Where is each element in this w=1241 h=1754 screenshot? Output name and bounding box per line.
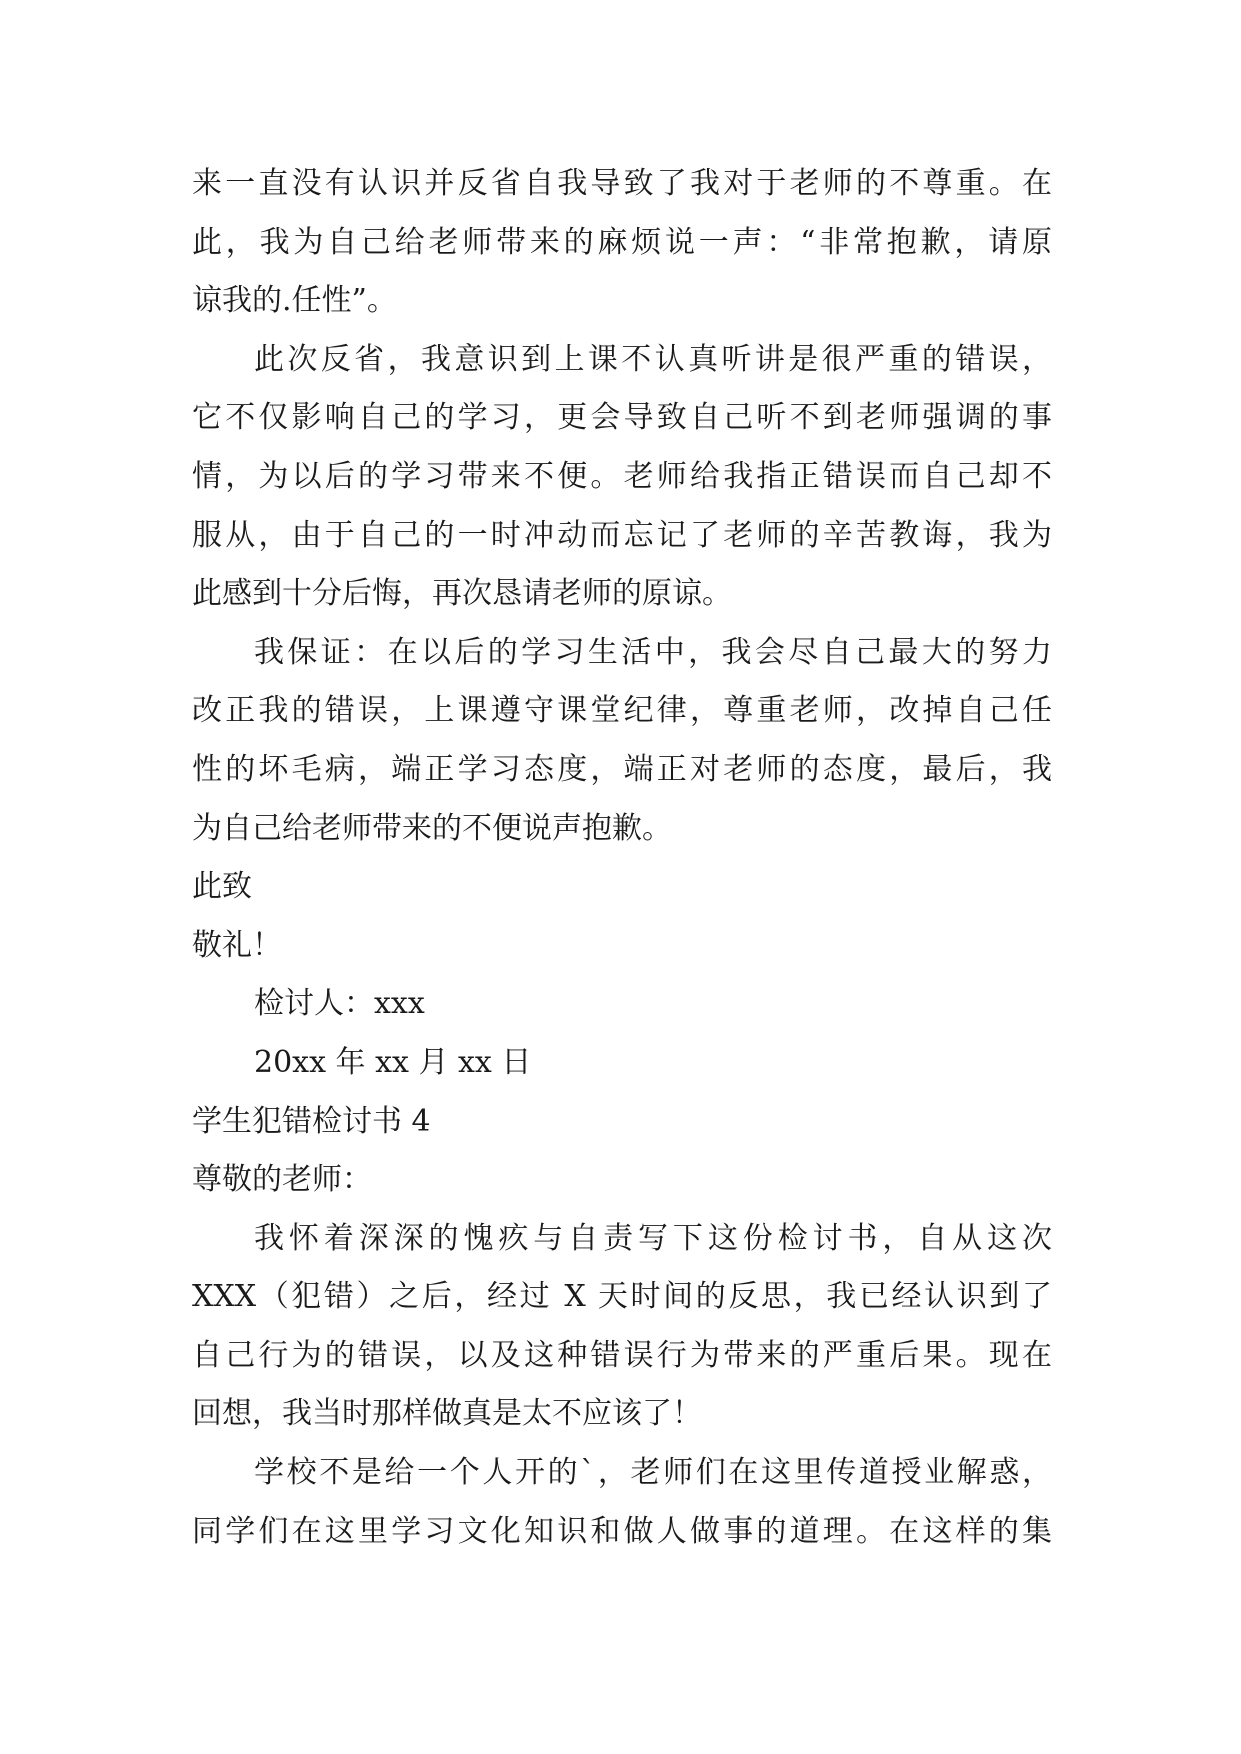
text-line: 谅我的.任性”。 <box>192 283 397 319</box>
greeting-line: 尊敬的老师： <box>192 1162 372 1198</box>
text-line: 情，为以后的学习带来不便。老师给我指正错误而自己却不 <box>192 458 1052 494</box>
section-title: 学生犯错检讨书 4 <box>192 1103 431 1139</box>
text-line: 性的坏毛病，端正学习态度，端正对老师的态度，最后，我 <box>192 751 1052 787</box>
text-line: 此感到十分后悔，再次恳请老师的原谅。 <box>192 576 732 612</box>
paragraph-start-line: 此次反省，我意识到上课不认真听讲是很严重的错误， <box>254 341 1052 377</box>
paragraph-start-line: 我怀着深深的愧疚与自责写下这份检讨书，自从这次 <box>254 1220 1052 1256</box>
text-line: 它不仅影响自己的学习，更会导致自己听不到老师强调的事 <box>192 400 1052 436</box>
text-line: 回想，我当时那样做真是太不应该了！ <box>192 1396 702 1432</box>
text-line: 此，我为自己给老师带来的麻烦说一声：“非常抱歉，请原 <box>192 224 1052 260</box>
text-line: XXX（犯错）之后，经过 X 天时间的反思，我已经认识到了 <box>192 1279 1052 1315</box>
text-line: 同学们在这里学习文化知识和做人做事的道理。在这样的集 <box>192 1513 1052 1549</box>
document-body <box>192 155 1052 1561</box>
date-line: 20xx 年 xx 月 xx 日 <box>254 1044 532 1080</box>
text-line: 改正我的错误，上课遵守课堂纪律，尊重老师，改掉自己任 <box>192 693 1052 729</box>
paragraph-start-line: 我保证：在以后的学习生活中，我会尽自己最大的努力 <box>254 634 1052 670</box>
text-line: 服从，由于自己的一时冲动而忘记了老师的辛苦教诲，我为 <box>192 517 1052 553</box>
paragraph-start-line: 学校不是给一个人开的`，老师们在这里传道授业解惑， <box>254 1455 1052 1491</box>
text-line: 为自己给老师带来的不便说声抱歉。 <box>192 810 672 846</box>
text-line: 自己行为的错误，以及这种错误行为带来的严重后果。现在 <box>192 1337 1052 1373</box>
salutation-line: 敬礼！ <box>192 927 282 963</box>
closing-line: 此致 <box>192 869 252 905</box>
signature-line: 检讨人：xxx <box>254 986 425 1022</box>
text-line: 来一直没有认识并反省自我导致了我对于老师的不尊重。在 <box>192 166 1052 201</box>
